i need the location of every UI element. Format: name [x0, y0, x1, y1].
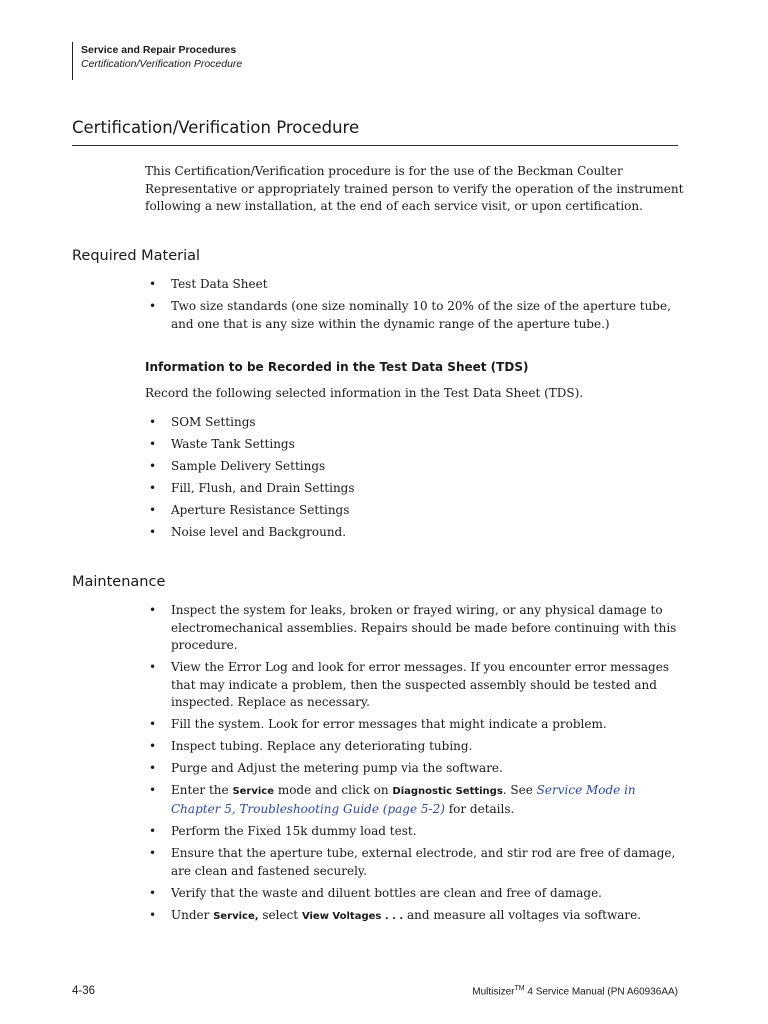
list-item: • Noise level and Background.	[145, 524, 685, 542]
text-run: Under	[171, 907, 214, 922]
list-item: • Test Data Sheet	[145, 276, 685, 294]
list-item: • Two size standards (one size nominally 10 to 20% of the size of the aperture tube, and one that is any size within the dynamic range of the aperture tube.)	[145, 298, 685, 333]
list-item: • Fill, Flush, and Drain Settings	[145, 480, 685, 498]
maintenance-heading: Maintenance	[72, 574, 166, 590]
text-run: mode and click on	[274, 783, 393, 798]
list-item: • Ensure that the aperture tube, external electrode, and stir rod are free of damage, are clean and fastened securely.	[145, 845, 685, 880]
manual-part-number: 4 Service Manual (PN A60936AA)	[524, 986, 678, 998]
manual-name: Multisizer	[472, 986, 515, 998]
maintenance-list	[145, 602, 685, 930]
list-item: • Purge and Adjust the metering pump via the software.	[145, 760, 685, 778]
ui-label-service: Service	[232, 786, 275, 798]
list-item: • Aperture Resistance Settings	[145, 502, 685, 520]
manual-title	[472, 985, 678, 997]
required-material-list	[145, 276, 685, 338]
list-item: • Waste Tank Settings	[145, 436, 685, 454]
list-item-view-voltages	[145, 907, 685, 926]
cross-reference-link[interactable]: Service Mode in Chapter 5, Troubleshooting Guide (page 5-2)	[171, 783, 636, 816]
list-item: • Verify that the waste and diluent bottles are clean and free of damage.	[145, 885, 685, 903]
list-item: • Inspect the system for leaks, broken or frayed wiring, or any physical damage to electromechanical assemblies. Repairs should be made before continuing with this procedure.	[145, 602, 685, 655]
ui-label-diagnostic-settings: Diagnostic Settings	[392, 786, 503, 798]
list-item: • Perform the Fixed 15k dummy load test.	[145, 823, 685, 841]
ui-label-view-voltages: View Voltages . . .	[301, 910, 404, 922]
text-run: . See	[502, 783, 537, 798]
list-item-service-mode	[145, 782, 685, 818]
text-run: and measure all voltages via software.	[403, 907, 642, 922]
page-title: Certification/Verification Procedure	[72, 117, 678, 146]
required-material-heading: Required Material	[72, 248, 201, 264]
text-run: select	[258, 907, 302, 922]
trademark-mark: TM	[514, 985, 525, 992]
tds-heading: Information to be Recorded in the Test Data Sheet (TDS)	[145, 360, 529, 374]
ui-label-service: Service,	[213, 910, 259, 922]
list-item: • Inspect tubing. Replace any deteriorating tubing.	[145, 738, 685, 756]
text-run: Enter the	[171, 783, 233, 798]
text-run: for details.	[444, 801, 515, 816]
intro-paragraph: This Certification/Verification procedure is for the use of the Beckman Coulter Representative or appropriately trained person to verify the operation of the instrument following a new installation, at the end of each service visit, or upon certification.	[145, 164, 684, 213]
header-section: Certification/Verification Procedure	[81, 58, 243, 70]
list-item: • View the Error Log and look for error messages. If you encounter error messages that may indicate a problem, then the suspected assembly should be tested and inspected. Replace as necessary.	[145, 659, 685, 712]
page-number: 4-36	[72, 985, 96, 997]
list-item: • Fill the system. Look for error messages that might indicate a problem.	[145, 716, 685, 734]
tds-intro: Record the following selected information in the Test Data Sheet (TDS).	[145, 386, 584, 400]
list-item: • SOM Settings	[145, 414, 685, 432]
running-header	[72, 42, 242, 80]
list-item: • Sample Delivery Settings	[145, 458, 685, 476]
tds-list	[145, 414, 685, 546]
header-chapter: Service and Repair Procedures	[81, 44, 237, 56]
